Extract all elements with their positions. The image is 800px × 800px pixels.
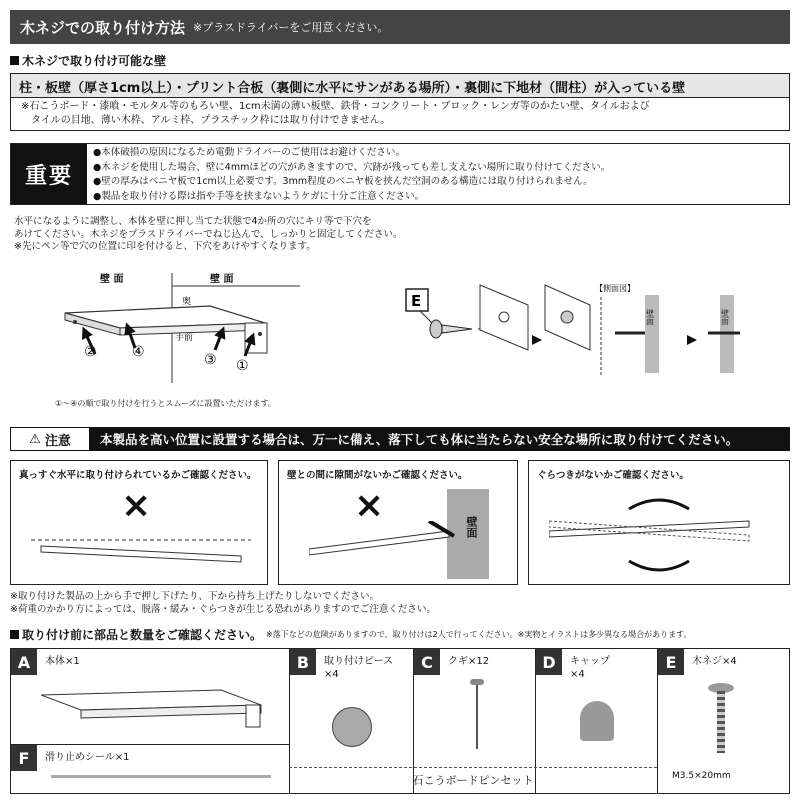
check-box-level xyxy=(10,460,268,585)
x-mark-icon: × xyxy=(121,485,152,526)
wall-side xyxy=(645,295,659,373)
wall-text: 壁面 xyxy=(465,516,478,538)
screw-diagram xyxy=(400,275,790,375)
note-line: ※荷重のかかり方によっては、脱落・緩み・ぐらつきが生じる恐れがありますのでご注意ください。 xyxy=(10,604,436,615)
side-view-label: 【側面図】 xyxy=(595,284,635,293)
order-num: ② xyxy=(84,344,97,360)
mounting-order-diagram xyxy=(40,268,300,388)
part-e: E 木ネジ×4 M3.5×20mm xyxy=(657,649,789,793)
parts-box xyxy=(10,648,790,794)
order-note: ①～④の順で取り付けを行うとスムーズに設置いただけます。 xyxy=(55,399,276,408)
caution-label: ⚠ 注意 xyxy=(10,427,90,451)
caution-text: 本製品を高い位置に設置する場合は、万一に備え、落下しても体に当たらない安全な場所に取り付けてください。 xyxy=(100,432,739,447)
order-num: ④ xyxy=(132,344,145,360)
notes xyxy=(10,590,436,616)
check-title: 真っすぐ水平に取り付けられているかご確認ください。 xyxy=(19,470,257,481)
instruction-line: 水平になるように調整し、本体を壁に押し当てた状態で4か所の穴にキリ等で下穴を xyxy=(14,216,372,227)
part-b: B 取り付けピース ×4 xyxy=(289,649,413,793)
wall-types-note-1: ※石こうボード・漆喰・モルタル等のもろい壁、1cm未満の薄い板壁、鉄骨・コンクリート・ブロック・レンガ等のかたい壁、タイルおよび xyxy=(21,101,650,112)
wall-types-note-2: タイルの目地、薄い木枠、アルミ枠、プラスチック枠には取り付けできません。 xyxy=(31,115,391,126)
page-header xyxy=(10,10,790,44)
wobble-icon xyxy=(549,491,769,581)
order-num: ① xyxy=(236,358,249,374)
parts-section-title: 取り付け前に部品と数量をご確認ください。 ※落下などの危険がありますので、取り付けは2人で行ってください。※実物とイラストは多少異なる場合があります。 xyxy=(10,626,691,643)
screw-label: E xyxy=(411,292,422,310)
instruction-line: あけてください。木ネジをプラスドライバーでねじ込んで、しっかりと固定してください。 xyxy=(14,228,403,240)
front-label: 手前 xyxy=(175,333,194,343)
wall-side-text: 壁面 xyxy=(720,309,730,325)
check-box-gap xyxy=(278,460,518,585)
piece-icon xyxy=(332,707,372,747)
instruction-line: ※先にペン等で穴の位置に印を付けると、下穴をあけやすくなります。 xyxy=(14,241,316,252)
pinset-label: 石こうボードピンセット xyxy=(289,767,657,788)
important-item: ●製品を取り付ける際は指や手等を挟まないようケガに十分ご注意ください。 xyxy=(93,190,425,202)
wall-side-text: 壁面 xyxy=(645,309,655,325)
important-box xyxy=(10,143,790,205)
wall-types-box xyxy=(10,73,790,131)
arrow-icon xyxy=(687,335,697,345)
wall-section-title: 木ネジで取り付け可能な壁 xyxy=(10,52,166,69)
important-label: 重要 xyxy=(11,144,87,204)
important-item: ●壁の厚みはベニヤ板で1cm以上必要です。3mm程度のベニヤ板を挟んだ空洞のある構造には取り付けられません。 xyxy=(93,176,593,187)
wall-label-right: 壁 面 xyxy=(210,274,234,285)
back-label: 奥 xyxy=(182,297,192,307)
warning-icon: ⚠ xyxy=(29,431,41,447)
part-c: C クギ×12 xyxy=(413,649,535,793)
part-f: F 滑り止めシール×1 xyxy=(11,745,289,793)
check-title: ぐらつきがないかご確認ください。 xyxy=(537,470,689,481)
cap-icon xyxy=(580,701,614,741)
screw-icon xyxy=(430,320,442,338)
page-subtitle: ※プラスドライバーをご用意ください。 xyxy=(193,21,389,34)
check-title: 壁との間に隙間がないかご確認ください。 xyxy=(287,470,468,481)
part-d: D キャップ ×4 xyxy=(535,649,657,793)
note-line: ※取り付けた製品の上から手で押し下げたり、下から持ち上げたりしないでください。 xyxy=(10,591,379,602)
instructions xyxy=(14,216,614,254)
check-box-wobble xyxy=(528,460,790,585)
caution-bar xyxy=(10,427,790,451)
wall-types-heading: 柱・板壁（厚さ1cm以上）・プリント合板（裏側に水平にサンがある場所）・裏側に下地材（間柱）が入っている壁 xyxy=(11,74,789,98)
parts-note: ※落下などの危険がありますので、取り付けは2人で行ってください。※実物とイラストは多少異なる場合があります。 xyxy=(266,630,692,639)
wall-label-left: 壁 面 xyxy=(100,274,124,285)
important-item: ●木ネジを使用した場合、壁に4mmほどの穴があきますので、穴跡が残っても差し支えない場所に取り付けてください。 xyxy=(93,161,611,173)
x-mark-icon: × xyxy=(354,485,385,526)
part-a: A 本体×1 xyxy=(11,649,289,745)
page-title: 木ネジでの取り付け方法 xyxy=(20,18,186,37)
order-num: ③ xyxy=(204,352,217,368)
arrow-icon xyxy=(532,335,542,345)
important-item: ●本体破損の原因になるため電動ドライバーのご使用はお避けください。 xyxy=(93,147,405,158)
screw-spec: M3.5×20mm xyxy=(672,771,731,781)
